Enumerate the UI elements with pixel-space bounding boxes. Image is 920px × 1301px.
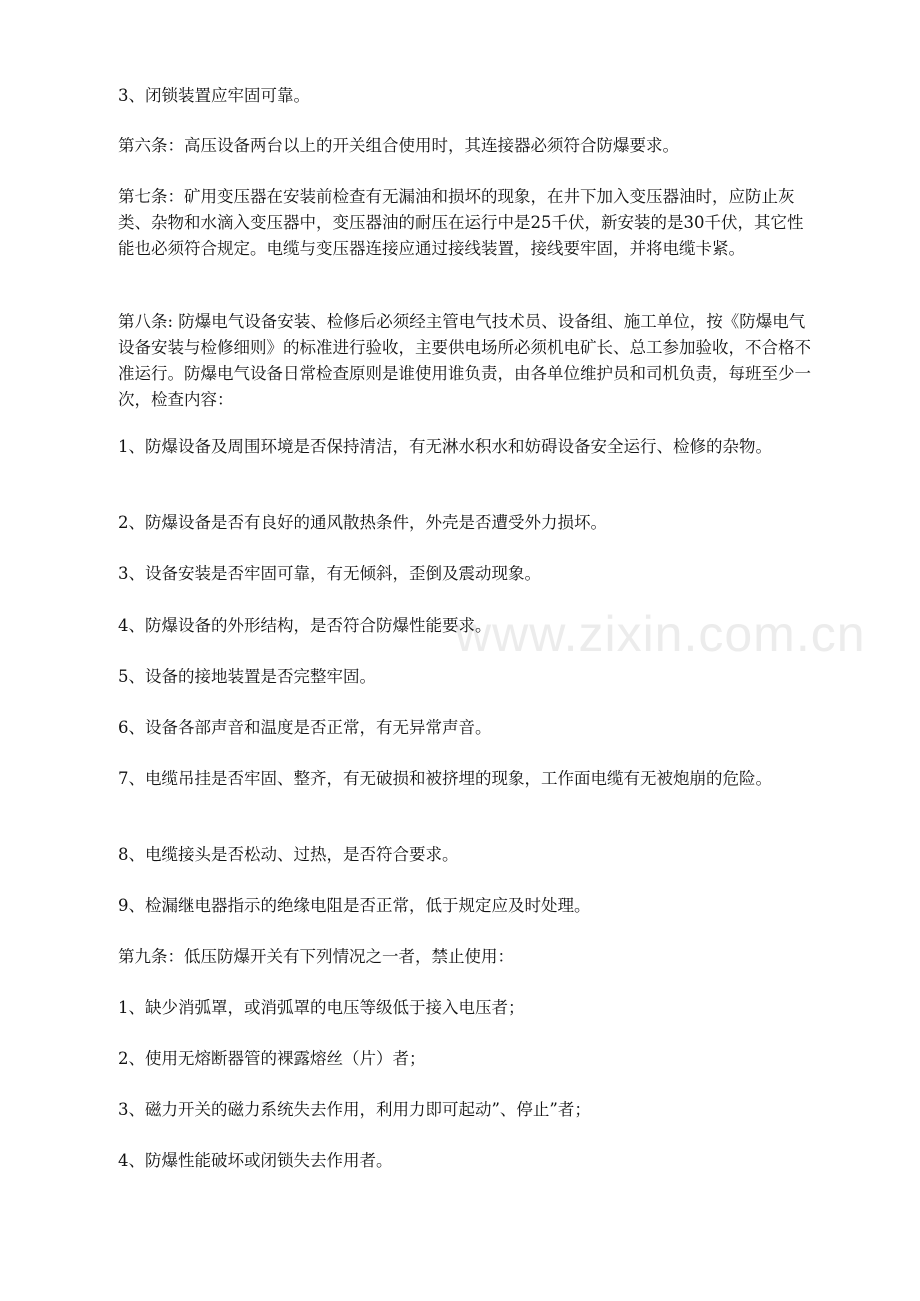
watermark: www.zixin.com.cn	[455, 606, 866, 662]
list-item-check-9: 9、检漏继电器指示的绝缘电阻是否正常，低于规定应及时处理。	[118, 896, 591, 915]
list-item-check-3: 3、设备安装是否牢固可靠，有无倾斜，歪倒及震动现象。	[118, 564, 541, 583]
paragraph-article-7: 第七条：矿用变压器在安装前检查有无漏油和损坏的现象，在井下加入变压器油时，应防止灰类、杂物和水滴入变压器中，变压器油的耐压在运行中是25千伏，新安装的是30千伏，其它性能也必须符合规定。电缆与变压器连接应通过接线装置，接线要牢固，并将电缆卡紧。	[118, 187, 804, 258]
list-item-check-6: 6、设备各部声音和温度是否正常，有无异常声音。	[118, 718, 492, 737]
paragraph-article-8: 第八条: 防爆电气设备安装、检修后必须经主管电气技术员、设备组、施工单位，按《防爆电气设备安装与检修细则》的标准进行验收，主要供电场所必须机电矿长、总工参加验收，不合格不准运行。防爆电气设备日常检查原则是谁使用谁负责，由各单位维护员和司机负责，每班至少一次，检查内容：	[118, 312, 811, 409]
paragraph-article-6: 第六条：高压设备两台以上的开关组合使用时，其连接器必须符合防爆要求。	[118, 136, 679, 155]
list-item-ban-1: 1、缺少消弧罩，或消弧罩的电压等级低于接入电压者；	[118, 998, 525, 1017]
list-item-check-1: 1、防爆设备及周围环境是否保持清洁，有无淋水积水和妨碍设备安全运行、检修的杂物。	[118, 437, 772, 456]
list-item-ban-3: 3、磁力开关的磁力系统失去作用，利用力即可起动”、停止”者；	[118, 1100, 591, 1119]
list-item-check-7: 7、电缆吊挂是否牢固、整齐，有无破损和被挤埋的现象，工作面电缆有无被炮崩的危险。	[118, 769, 772, 788]
paragraph-article-9: 第九条：低压防爆开关有下列情况之一者，禁止使用：	[118, 947, 514, 966]
list-item-check-4: 4、防爆设备的外形结构，是否符合防爆性能要求。	[118, 616, 492, 635]
list-item-ban-4: 4、防爆性能破坏或闭锁失去作用者。	[118, 1151, 393, 1170]
list-item-check-8: 8、电缆接头是否松动、过热，是否符合要求。	[118, 845, 459, 864]
paragraph-lock-device: 3、闭锁装置应牢固可靠。	[118, 86, 310, 105]
list-item-check-5: 5、设备的接地装置是否完整牢固。	[118, 667, 376, 686]
list-item-ban-2: 2、使用无熔断器管的裸露熔丝（片）者；	[118, 1049, 426, 1068]
list-item-check-2: 2、防爆设备是否有良好的通风散热条件，外壳是否遭受外力损坏。	[118, 513, 607, 532]
